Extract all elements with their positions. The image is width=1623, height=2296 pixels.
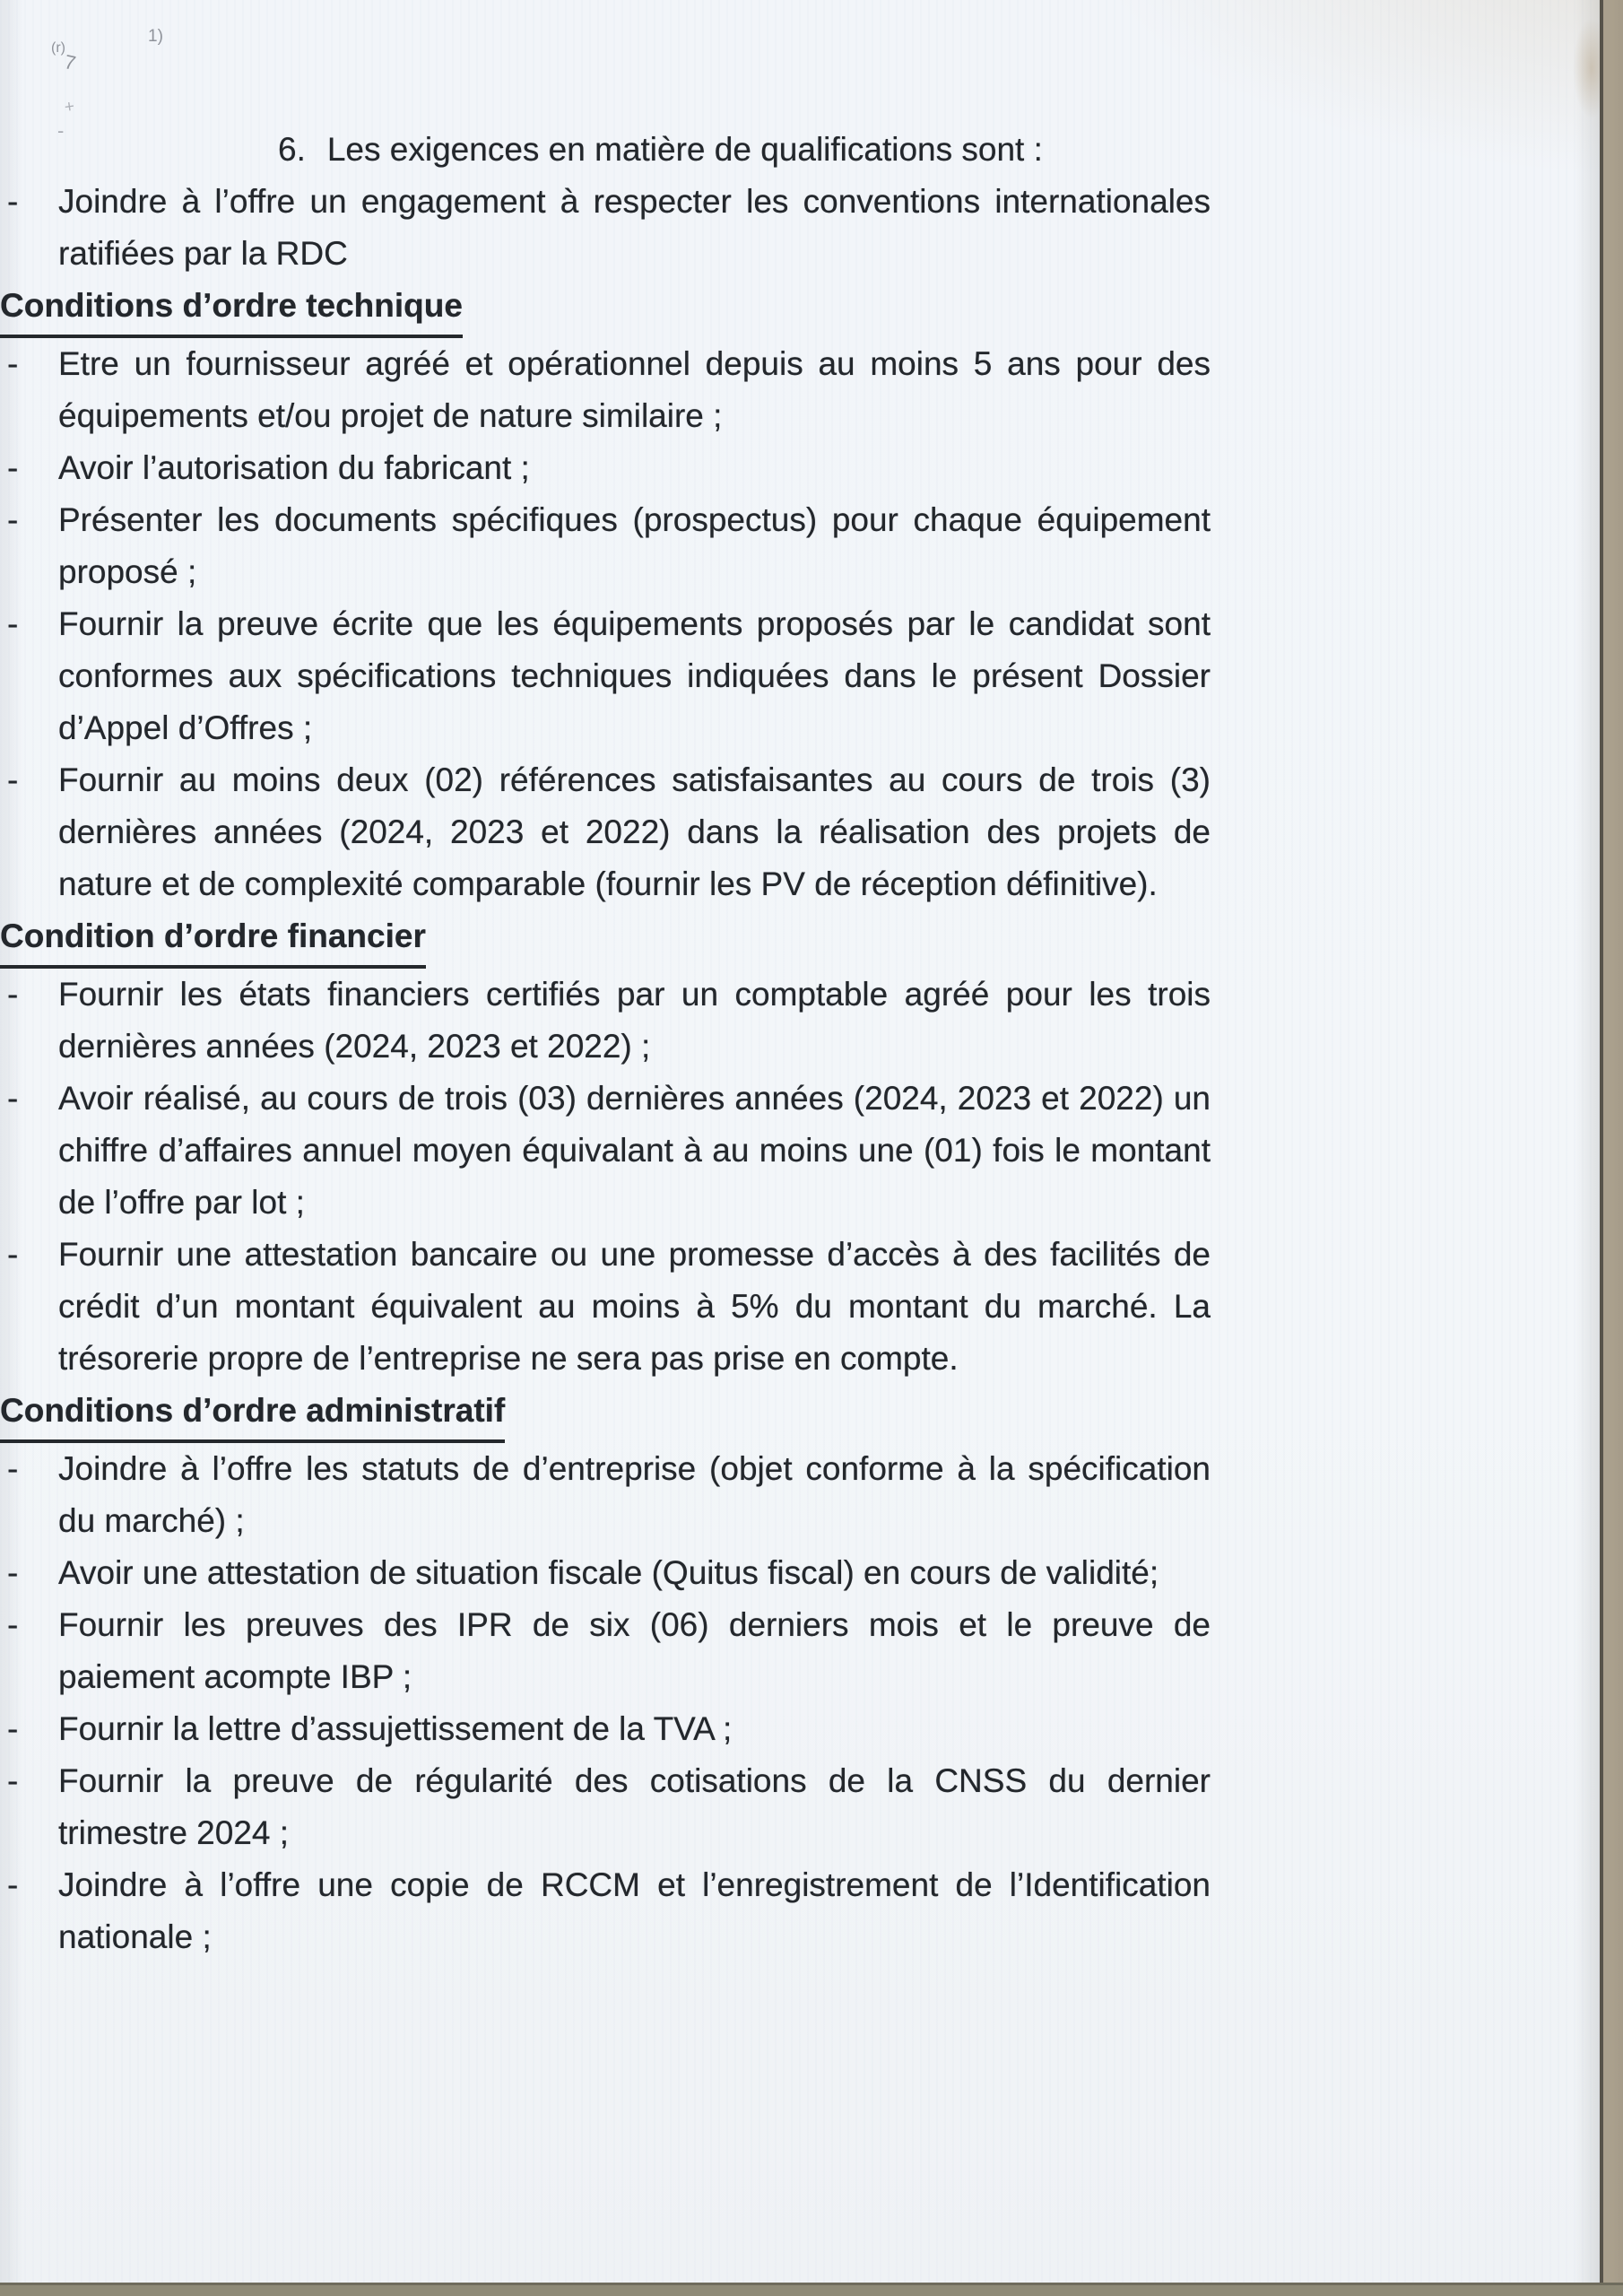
list-item bbox=[0, 1443, 1211, 1547]
list-item-text: Fournir une attestation bancaire ou une promesse d’accès à des facilités de crédit d’un montant équivalent au moins à 5% du montant du marché. La trésorerie propre de l’entreprise ne sera pas prise en compte. bbox=[58, 1236, 1211, 1377]
list-item bbox=[0, 176, 1211, 280]
list-item-text: Avoir l’autorisation du fabricant ; bbox=[58, 449, 530, 486]
requirements-list-financier bbox=[0, 969, 1211, 1385]
list-item bbox=[0, 1599, 1211, 1703]
bullet-dash: - bbox=[7, 1866, 19, 1903]
numbered-item bbox=[278, 124, 1601, 176]
requirements-list-administratif bbox=[0, 1443, 1211, 1963]
list-item bbox=[0, 969, 1211, 1073]
bullet-dash: - bbox=[7, 1080, 19, 1117]
bullet-dash: - bbox=[7, 1554, 19, 1591]
bullet-dash: - bbox=[7, 761, 19, 798]
pen-mark: + bbox=[63, 97, 76, 117]
list-item bbox=[0, 338, 1211, 442]
list-item bbox=[0, 598, 1211, 754]
list-item bbox=[0, 754, 1211, 910]
list-item bbox=[0, 1547, 1211, 1599]
list-item-text: Fournir la preuve de régularité des cotisations de la CNSS du dernier trimestre 2024 ; bbox=[58, 1762, 1211, 1851]
bullet-dash: - bbox=[7, 183, 19, 220]
list-item bbox=[0, 442, 1211, 494]
section-heading-administratif: Conditions d’ordre administratif bbox=[0, 1385, 505, 1443]
list-item-text: Joindre à l’offre une copie de RCCM et l’enregistrement de l’Identification nationale ; bbox=[58, 1866, 1211, 1955]
list-item-text: Avoir une attestation de situation fiscale (Quitus fiscal) en cours de validité; bbox=[58, 1554, 1159, 1591]
bullet-dash: - bbox=[7, 345, 19, 382]
scanner-edge-bottom bbox=[0, 2283, 1623, 2296]
list-item bbox=[0, 1859, 1211, 1963]
list-item-text: Etre un fournisseur agréé et opérationnel depuis au moins 5 ans pour des équipements et/ou projet de nature similaire ; bbox=[58, 345, 1211, 434]
item-number: 6. bbox=[278, 131, 306, 168]
bullet-dash: - bbox=[7, 1450, 19, 1487]
bullet-dash: - bbox=[7, 605, 19, 642]
intro-bullet-list bbox=[0, 176, 1211, 280]
list-item bbox=[0, 494, 1211, 598]
section-heading-financier: Condition d’ordre financier bbox=[0, 910, 426, 969]
list-item bbox=[0, 1073, 1211, 1229]
list-item bbox=[0, 1229, 1211, 1385]
bullet-dash: - bbox=[7, 1236, 19, 1273]
list-item-text: Fournir la preuve écrite que les équipements proposés par le candidat sont conformes aux spécifications techniques indiquées dans le présent Dossier d’Appel d’Offres ; bbox=[58, 605, 1211, 746]
list-item-text: Avoir réalisé, au cours de trois (03) dernières années (2024, 2023 et 2022) un chiffre d’affaires annuel moyen équivalant à au moins une (01) fois le montant de l’offre par lot ; bbox=[58, 1080, 1211, 1221]
bullet-dash: - bbox=[7, 501, 19, 538]
section-heading-technique: Conditions d’ordre technique bbox=[0, 280, 463, 338]
list-item-text: Joindre à l’offre les statuts de d’entreprise (objet conforme à la spécification du marché) ; bbox=[58, 1450, 1211, 1539]
pen-mark: (r) bbox=[51, 40, 65, 56]
bullet-dash: - bbox=[7, 449, 19, 486]
list-item-text: Fournir les preuves des IPR de six (06) derniers mois et le preuve de paiement acompte IBP ; bbox=[58, 1606, 1211, 1695]
list-item-text: Fournir la lettre d’assujettissement de la TVA ; bbox=[58, 1710, 733, 1747]
list-item-text: Présenter les documents spécifiques (prospectus) pour chaque équipement proposé ; bbox=[58, 501, 1211, 590]
list-item bbox=[0, 1703, 1211, 1755]
bullet-dash: - bbox=[7, 1710, 19, 1747]
document-content bbox=[0, 119, 1601, 1963]
bullet-dash: - bbox=[7, 1606, 19, 1643]
requirements-list-technique bbox=[0, 338, 1211, 910]
list-item-text: Fournir les états financiers certifiés par un comptable agréé pour les trois dernières années (2024, 2023 et 2022) ; bbox=[58, 976, 1211, 1065]
pen-mark: 7 bbox=[62, 50, 78, 75]
list-item-text: Fournir au moins deux (02) références satisfaisantes au cours de trois (3) dernières années (2024, 2023 et 2022) dans la réalisation des projets de nature et de complexité comparable (fournir les PV de réception définitive). bbox=[58, 761, 1211, 902]
scanner-edge-right bbox=[1600, 0, 1623, 2296]
pen-mark: 1) bbox=[148, 27, 163, 46]
bullet-dash: - bbox=[7, 1762, 19, 1799]
bullet-dash: - bbox=[7, 976, 19, 1013]
list-item-text: Joindre à l’offre un engagement à respecter les conventions internationales ratifiées par la RDC bbox=[58, 183, 1211, 272]
list-item bbox=[0, 1755, 1211, 1859]
pen-mark: - bbox=[57, 119, 65, 142]
item-text: Les exigences en matière de qualifications sont : bbox=[326, 131, 1043, 168]
